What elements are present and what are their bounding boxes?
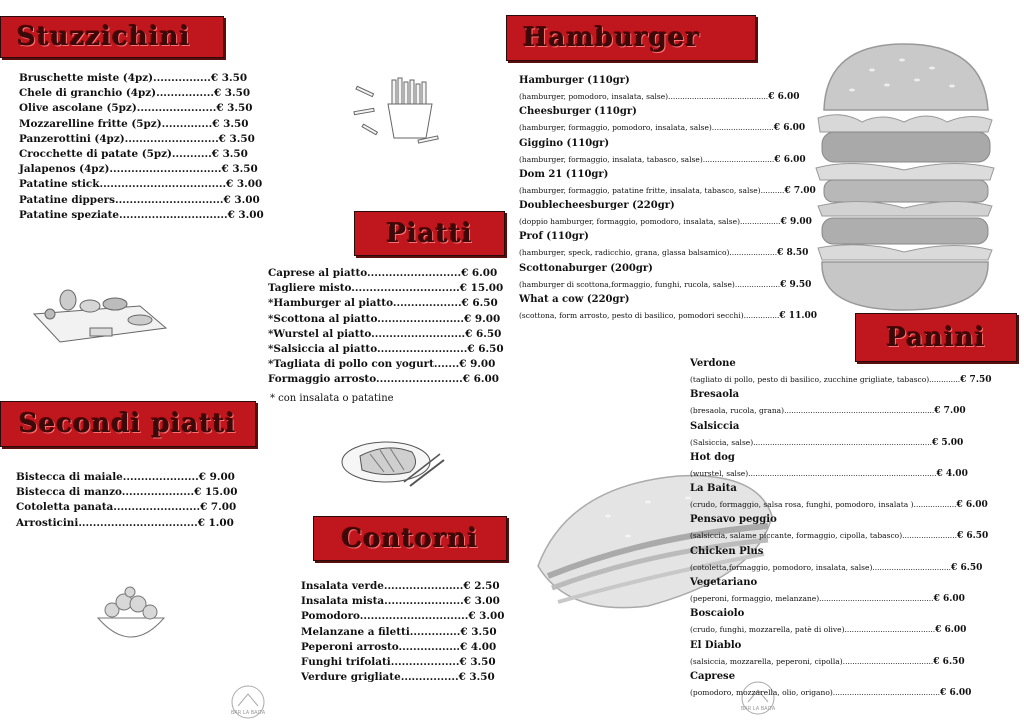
- list-item: Verdure grigliate................€ 3.50: [301, 671, 495, 684]
- menu-item-price: € 6.50: [956, 531, 989, 542]
- menu-item-name: Prof (110gr): [519, 231, 589, 243]
- list-item: Cotoletta panata........................€ 7.00: [16, 501, 237, 514]
- menu-item-name: Doublecheesburger (220gr): [519, 200, 675, 212]
- menu-item-price: € 6.00: [773, 123, 806, 134]
- list-item: Olive ascolane (5pz)......................€ 3.50: [19, 102, 253, 115]
- piatti-note: * con insalata o patatine: [270, 393, 394, 404]
- menu-item-price: € 9.50: [780, 279, 812, 290]
- menu-item-desc: (doppio hamburger, formaggio, pomodoro, insalata, salse).................€ 9.00: [519, 217, 812, 228]
- hamburger-banner: [506, 15, 756, 61]
- list-item: Crocchette di patate (5pz)...........€ 3.50: [19, 147, 248, 160]
- menu-item-name: Scottonaburger (200gr): [519, 262, 653, 274]
- menu-item-price: € 6.00: [933, 594, 965, 605]
- menu-item-desc: (hamburger, formaggio, pomodoro, insalata, salse)..........................€ 6.00: [519, 123, 806, 134]
- menu-item-price: € 6.00: [956, 500, 988, 511]
- list-item: Panzerottini (4pz)..........................€ 3.50: [19, 132, 255, 145]
- stuzzichini-banner: [0, 16, 224, 58]
- menu-item-name: La Baita: [690, 483, 737, 495]
- menu-item-name: Hamburger (110gr): [519, 75, 630, 86]
- menu-item-name: Vegetariano: [690, 577, 758, 589]
- svg-text:BAR LA BAITA: BAR LA BAITA: [230, 710, 266, 716]
- list-item: Melanzane a filetti..............€ 3.50: [301, 625, 497, 638]
- menu-item-desc: (hamburger di scottona,formaggio, funghi, rucola, salse)...................€ 9.50: [519, 279, 812, 290]
- list-item: Tagliere misto..............................€ 15.00: [268, 282, 504, 295]
- menu-item-price: € 6.50: [933, 656, 965, 667]
- secondi-title: Secondi piatti: [19, 409, 237, 439]
- list-item: Peperoni arrosto.................€ 4.00: [301, 640, 497, 653]
- secondi-list: [16, 470, 238, 531]
- menu-item-price: € 9.00: [780, 217, 812, 228]
- menu-item-desc: (hamburger, speck, radicchio, grana, glassa balsamico)....................€ 8.50: [519, 248, 809, 259]
- menu-item-desc: (hamburger, pomodoro, insalata, salse)..........................................€ 6.00: [519, 92, 800, 102]
- menu-item-desc: (hamburger, formaggio, patatine fritte, insalata, tabasco, salse)..........€ 7.00: [519, 185, 816, 196]
- bar-logo-left: [230, 684, 266, 720]
- menu-item-price: € 6.00: [768, 92, 800, 102]
- list-item: Patatine dippers..............................€ 3.00: [19, 193, 260, 206]
- menu-item-desc: (salsiccia, mozzarella, peperoni, cipolla)......................................€ 6.50: [690, 656, 965, 667]
- contorni-list: [301, 579, 505, 685]
- list-item: *Salsiccia al piatto.........................€ 6.50: [268, 342, 504, 355]
- menu-item-desc: (wurstel, salse)...............................................................................€ 4.00: [690, 468, 968, 479]
- contorni-title: Contorni: [341, 523, 479, 554]
- menu-item-price: € 5.00: [931, 437, 964, 448]
- cutting-board-illustration: [30, 284, 170, 354]
- hamburger-title: Hamburger: [523, 23, 701, 53]
- list-item: Patatine speziate..............................€ 3.00: [19, 208, 264, 221]
- list-item: Bistecca di manzo....................€ 15.00: [16, 486, 238, 499]
- list-item: *Scottona al piatto........................€ 9.00: [268, 312, 501, 325]
- piatti-banner: [354, 211, 505, 256]
- menu-item-price: € 6.00: [935, 625, 967, 636]
- menu-item-price: € 7.00: [934, 406, 966, 417]
- menu-item-name: Bresaola: [690, 389, 740, 401]
- list-item: Jalapenos (4pz)...............................€ 3.50: [19, 163, 258, 176]
- menu-item-name: Boscaiolo: [690, 608, 745, 620]
- menu-item-name: Verdone: [690, 358, 736, 369]
- menu-item-name: Hot dog: [690, 451, 735, 463]
- menu-item-name: Salsiccia: [690, 420, 740, 432]
- svg-text:BAR LA BAITA: BAR LA BAITA: [740, 706, 776, 712]
- list-item: *Tagliata di pollo con yogurt.......€ 9.00: [268, 358, 496, 371]
- list-item: Insalata mista......................€ 3.00: [301, 595, 500, 608]
- menu-item-price: € 6.00: [774, 154, 806, 165]
- hamburger-list: [519, 73, 817, 323]
- piatti-list: [268, 266, 504, 388]
- menu-item-name: El Diablo: [690, 639, 742, 651]
- menu-item-desc: (crudo, formaggio, salsa rosa, funghi, pomodoro, insalata )..................€ 6.00: [690, 500, 988, 511]
- menu-item-price: € 7.50: [960, 375, 992, 385]
- list-item: Formaggio arrosto........................€ 6.00: [268, 373, 499, 386]
- menu-item-price: € 8.50: [777, 248, 809, 259]
- list-item: Mozzarelline fritte (5pz)..............€ 3.50: [19, 117, 249, 130]
- menu-item-desc: (bresaola, rucola, grana)...............................................................€ 7.00: [690, 406, 966, 417]
- panini-list: [690, 356, 991, 700]
- fries-illustration: [352, 76, 442, 148]
- secondi-banner: [0, 401, 256, 447]
- menu-item-name: What a cow (220gr): [519, 294, 630, 306]
- burger-illustration: [812, 40, 997, 315]
- menu-item-desc: (scottona, form arrosto, pesto di basilico, pomodori secchi)...............€ 11.00: [519, 311, 817, 322]
- menu-item-desc: (Salsiccia, salse)...........................................................................€ 5.00: [690, 437, 964, 448]
- menu-item-desc: (cotoletta,formaggio, pomodoro, insalata, salse).................................€ 6.50: [690, 562, 983, 573]
- menu-item-price: € 7.00: [784, 185, 816, 196]
- list-item: Caprese al piatto..........................€ 6.00: [268, 267, 498, 279]
- menu-item-name: Cheesburger (110gr): [519, 106, 637, 118]
- stuzzichini-title: Stuzzichini: [17, 22, 191, 52]
- menu-item-name: Giggino (110gr): [519, 137, 610, 149]
- list-item: Pomodoro..............................€ 3.00: [301, 610, 505, 623]
- menu-item-name: Chicken Plus: [690, 545, 764, 557]
- list-item: Funghi trifolati...................€ 3.50: [301, 655, 496, 668]
- panini-banner: [855, 313, 1017, 362]
- panini-title: Panini: [886, 322, 986, 353]
- menu-item-desc: (crudo, funghi, mozzarella, patè di olive)......................................€ 6.00: [690, 625, 967, 636]
- menu-item-price: € 11.00: [779, 311, 817, 322]
- menu-item-name: Pensavo peggio: [690, 514, 777, 526]
- steak-illustration: [340, 430, 450, 492]
- menu-item-price: € 6.00: [940, 687, 972, 698]
- menu-item-name: Caprese: [690, 670, 736, 682]
- list-item: *Wurstel al piatto..........................€ 6.50: [268, 327, 502, 340]
- list-item: Bruschette miste (4pz)................€ 3.50: [19, 72, 248, 84]
- menu-item-desc: (pomodoro, mozzarella, olio, origano).............................................€ 6.00: [690, 687, 972, 698]
- piatti-title: Piatti: [386, 218, 473, 249]
- stuzzichini-list: [19, 71, 264, 223]
- salad-illustration: [94, 584, 168, 650]
- menu-item-desc: (hamburger, formaggio, insalata, tabasco, salse)..............................€ 6.00: [519, 154, 806, 165]
- list-item: Bistecca di maiale.....................€ 9.00: [16, 471, 235, 483]
- list-item: *Hamburger al piatto...................€ 6.50: [268, 297, 498, 310]
- list-item: Arrosticini.................................€ 1.00: [16, 516, 234, 529]
- menu-item-desc: (peperoni, formaggio, melanzane)................................................€ 6.00: [690, 594, 965, 605]
- menu-item-desc: (salsiccia, salame piccante, formaggio, cipolla, tabasco).......................€ 6.50: [690, 531, 989, 542]
- menu-item-name: Dom 21 (110gr): [519, 168, 609, 180]
- menu-item-desc: (tagliato di pollo, pesto di basilico, zucchine grigliate, tabasco).............€ 7.50: [690, 375, 992, 385]
- list-item: Patatine stick...................................€ 3.00: [19, 178, 263, 191]
- menu-item-price: € 4.00: [936, 468, 968, 479]
- menu-item-price: € 6.50: [951, 562, 983, 573]
- list-item: Insalata verde......................€ 2.50: [301, 580, 500, 592]
- list-item: Chele di granchio (4pz)................€ 3.50: [19, 87, 251, 100]
- contorni-banner: [313, 516, 507, 561]
